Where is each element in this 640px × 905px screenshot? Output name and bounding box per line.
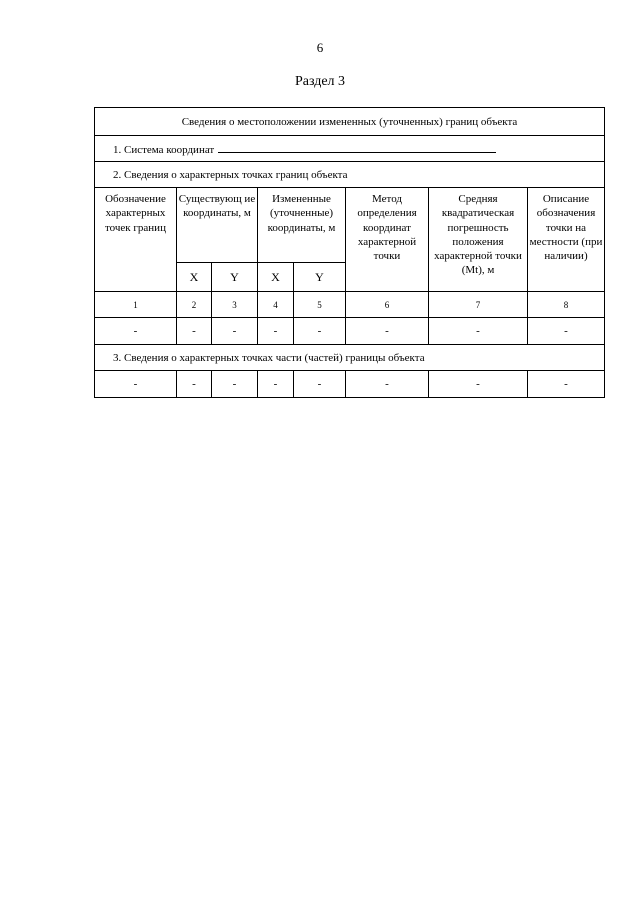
table-cell: - bbox=[429, 371, 528, 398]
table-cell: - bbox=[528, 318, 605, 345]
page-number: 6 bbox=[316, 40, 324, 55]
header-existing-coords: Существующ ие координаты, м bbox=[177, 188, 258, 263]
coordinate-system-label: 1. Система координат bbox=[113, 144, 215, 156]
column-number: 1 bbox=[95, 292, 177, 318]
section-title: Раздел 3 bbox=[294, 74, 346, 89]
header-method: Метод определения координат характерной точки bbox=[346, 188, 429, 292]
table-cell: - bbox=[528, 371, 605, 398]
table-cell: - bbox=[258, 371, 294, 398]
column-number: 7 bbox=[429, 292, 528, 318]
header-changed-x: X bbox=[258, 263, 294, 292]
table-cell: - bbox=[177, 371, 212, 398]
table-cell: - bbox=[212, 318, 258, 345]
table-cell: - bbox=[294, 318, 346, 345]
header-accuracy: Средняя квадратическая погрешность положения характерной точки (Mt), м bbox=[429, 188, 528, 292]
column-number: 5 bbox=[294, 292, 346, 318]
section3-title: 3. Сведения о характерных точках части (частей) границы объекта bbox=[95, 345, 605, 371]
table-cell: - bbox=[95, 371, 177, 398]
coordinate-system-blank bbox=[218, 141, 496, 153]
column-number: 4 bbox=[258, 292, 294, 318]
table-cell: - bbox=[177, 318, 212, 345]
column-number: 8 bbox=[528, 292, 605, 318]
coordinate-system-row bbox=[95, 136, 605, 162]
header-description: Описание обозначения точки на местности (при наличии) bbox=[528, 188, 605, 292]
table-row bbox=[95, 371, 605, 398]
header-existing-x: X bbox=[177, 263, 212, 292]
table-cell: - bbox=[346, 371, 429, 398]
section2-title: 2. Сведения о характерных точках границ объекта bbox=[95, 162, 605, 188]
table-title: Сведения о местоположении измененных (уточненных) границ объекта bbox=[95, 108, 605, 136]
column-number: 2 bbox=[177, 292, 212, 318]
table-cell: - bbox=[294, 371, 346, 398]
table-cell: - bbox=[429, 318, 528, 345]
header-existing-y: Y bbox=[212, 263, 258, 292]
column-number: 6 bbox=[346, 292, 429, 318]
table-cell: - bbox=[212, 371, 258, 398]
column-number: 3 bbox=[212, 292, 258, 318]
header-point-designation: Обозначение характерных точек границ bbox=[95, 188, 177, 292]
table-cell: - bbox=[258, 318, 294, 345]
header-changed-coords: Измененные (уточненные) координаты, м bbox=[258, 188, 346, 263]
table-cell: - bbox=[95, 318, 177, 345]
column-numbers-row bbox=[95, 292, 605, 318]
boundary-table bbox=[94, 107, 605, 398]
header-changed-y: Y bbox=[294, 263, 346, 292]
table-cell: - bbox=[346, 318, 429, 345]
table-row bbox=[95, 318, 605, 345]
